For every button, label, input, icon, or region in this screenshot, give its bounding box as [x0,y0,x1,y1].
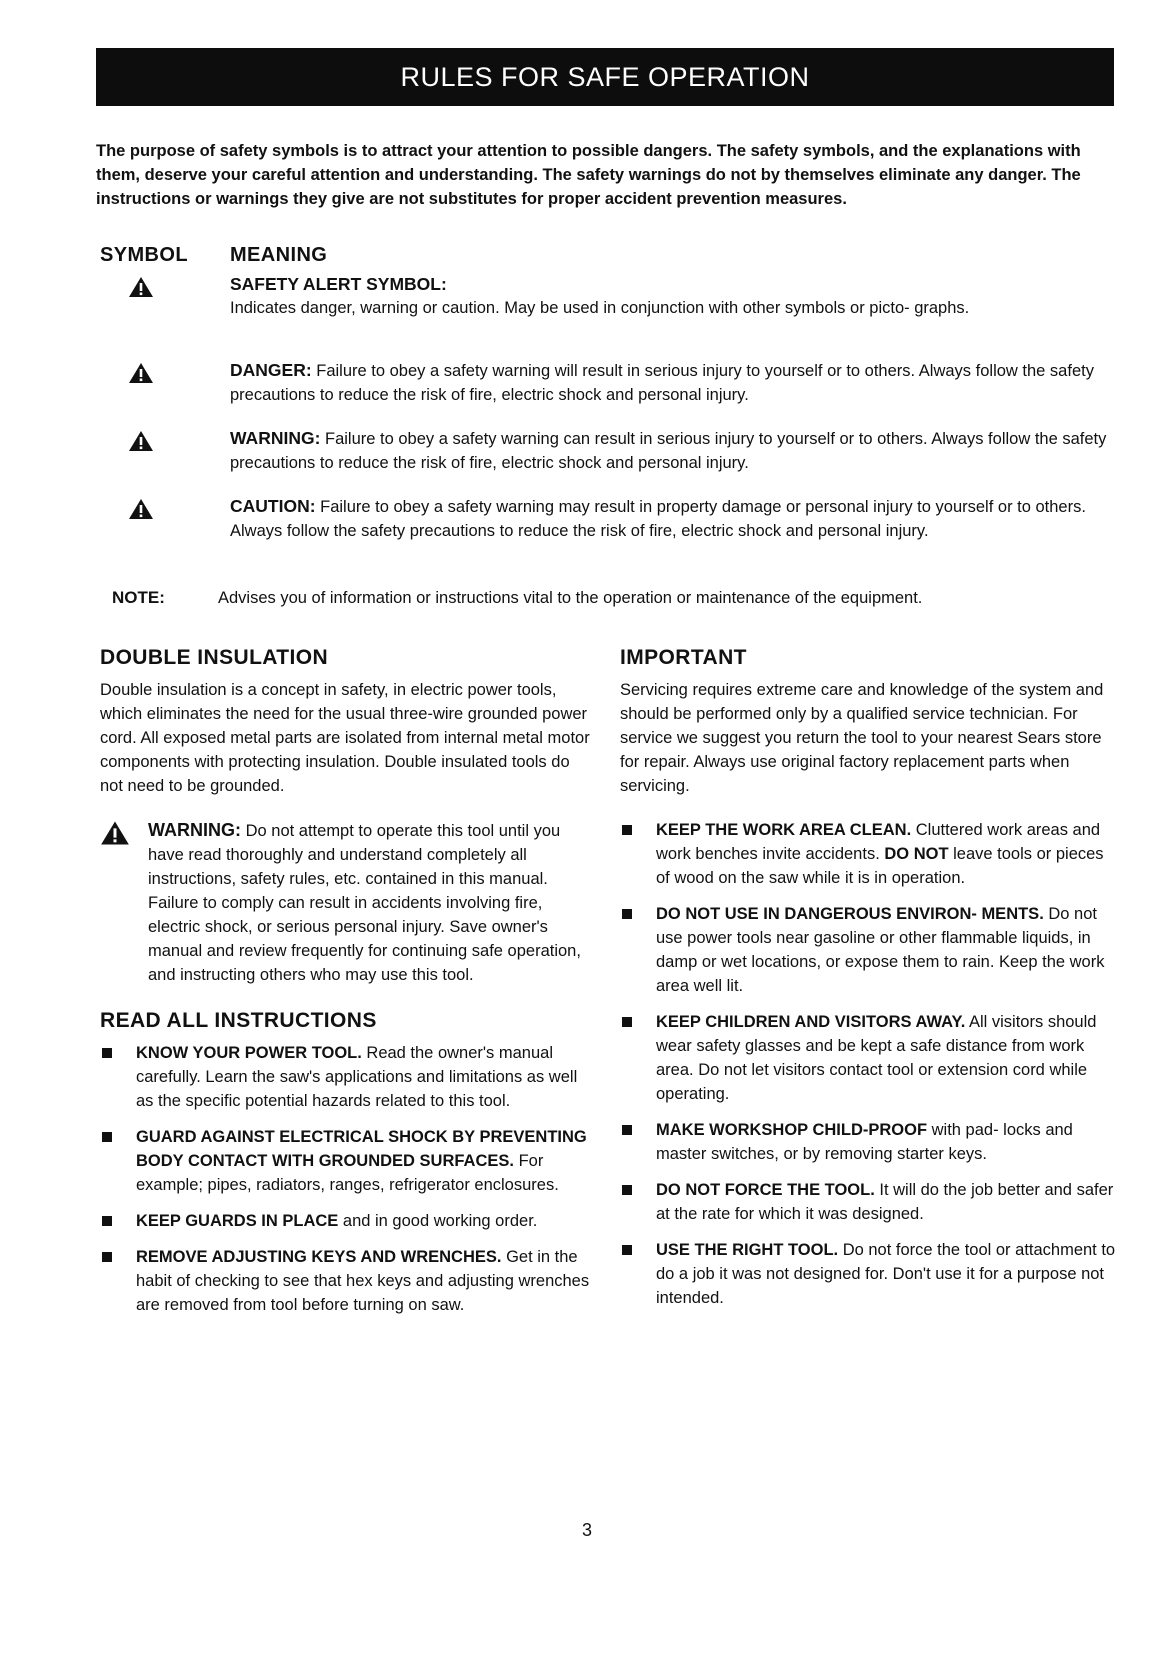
list-item [100,1245,590,1317]
item-bold: MAKE WORKSHOP CHILD-PROOF [656,1121,928,1139]
bullet-square-icon [622,1017,632,1027]
page-number: 3 [581,1520,592,1540]
warning-label: WARNING: [230,428,321,448]
danger-label: DANGER: [230,360,312,380]
item-bold: DO NOT [884,845,949,863]
bullet-square-icon [622,909,632,919]
item-text: Cluttered work areas and work benches invite accidents. [656,821,1101,863]
important-title: IMPORTANT [620,646,747,669]
bullet-square-icon [622,1185,632,1195]
item-text: Do not use power tools near gasoline or other flammable liquids, in damp or wet locations, or expose them to rain. Keep the work area well lit. [656,905,1105,995]
warning-block-text: Do not attempt to operate this tool until you have read thoroughly and understand completely all instructions, safety rules, etc. contained in this manual. Failure to comply can result in accidents involving fire, electric shock, or serious personal injury. Save owner's manual and review frequently for continuing safe operation, and instructing others who may use this tool. [148,822,581,984]
warning-block [100,818,590,987]
item-text: Do not force the tool or attachment to do a job it was not designed for. Don't use it for a purpose not intended. [656,1241,1116,1307]
item-bold: GUARD AGAINST ELECTRICAL SHOCK BY PREVENTING BODY CONTACT WITH GROUNDED SURFACES. [136,1128,587,1170]
item-bold: KEEP THE WORK AREA CLEAN. [656,821,912,839]
item-text: with pad- locks and master switches, or by removing starter keys. [656,1121,1073,1163]
item-text: Read the owner's manual carefully. Learn the saw's applications and limitations as well as the specific potential hazards related to this tool. [136,1044,578,1110]
bullet-square-icon [622,1245,632,1255]
bullet-square-icon [622,1125,632,1135]
right-column [620,646,1120,1322]
caution-text: Failure to obey a safety warning may result in property damage or personal injury to yourself or to others. Always follow the safety precautions to reduce the risk of fire, electric shock and personal injury. [230,498,1086,540]
item-text: Get in the habit of checking to see that hex keys and adjusting wrenches are removed from tool before turning on saw. [136,1248,590,1314]
bullet-square-icon [102,1048,112,1058]
item-bold: KNOW YOUR POWER TOOL. [136,1044,362,1062]
caution-label: CAUTION: [230,496,316,516]
item-bold: DO NOT USE IN DANGEROUS ENVIRON- MENTS. [656,905,1044,923]
item-text: For example; pipes, radiators, ranges, refrigerator enclosures. [136,1152,559,1194]
item-bold: KEEP CHILDREN AND VISITORS AWAY. [656,1013,966,1031]
list-item [620,1178,1120,1226]
page-title: RULES FOR SAFE OPERATION [400,62,810,92]
danger-text: Failure to obey a safety warning will result in serious injury to yourself or to others. Always follow the safety precautions to reduce the risk of fire, electric shock and personal injury. [230,362,1094,404]
item-bold: USE THE RIGHT TOOL. [656,1241,839,1259]
bullet-square-icon [622,825,632,835]
read-all-list [100,1041,590,1317]
warning-triangle-icon [128,430,154,452]
page-title-banner [96,48,1114,106]
list-item [100,1125,590,1197]
left-column [100,646,590,1329]
list-item [620,902,1120,998]
double-insulation-title: DOUBLE INSULATION [100,646,329,669]
item-text: It will do the job better and safer at the rate for which it was designed. [656,1181,1114,1223]
bullet-square-icon [102,1252,112,1262]
intro-paragraph: The purpose of safety symbols is to attract your attention to possible dangers. The safety symbols, and the explanations with them, deserve your careful attention and understanding. The safety warnings do not by themselves eliminate any danger. The instructions or warnings they give are not substitutes for proper accident prevention measures. [96,141,1081,208]
alert-text: Indicates danger, warning or caution. May be used in conjunction with other symbols or picto- graphs. [230,299,970,317]
meaning-column-header: MEANING [230,244,328,266]
warning-triangle-icon [128,276,154,298]
note-label: NOTE: [112,588,165,607]
list-item [620,1118,1120,1166]
important-list [620,818,1120,1310]
warning-block-label: WARNING: [148,820,241,840]
warning-triangle-icon [100,820,130,846]
symbol-column-header: SYMBOL [100,244,188,266]
warning-text: Failure to obey a safety warning can result in serious injury to yourself or to others. Always follow the safety precautions to reduce the risk of fire, electric shock and personal injury. [230,430,1107,472]
item-text: and in good working order. [338,1212,538,1230]
item-text: All visitors should wear safety glasses and be kept a safe distance from work area. Do not let visitors contact tool or extension cord while operating. [656,1013,1097,1103]
list-item [620,1010,1120,1106]
bullet-square-icon [102,1132,112,1142]
list-item [100,1209,590,1233]
read-all-title: READ ALL INSTRUCTIONS [100,1009,377,1032]
warning-triangle-icon [128,498,154,520]
item-bold: KEEP GUARDS IN PLACE [136,1212,339,1230]
alert-label: SAFETY ALERT SYMBOL: [230,274,447,294]
list-item [620,1238,1120,1310]
symbol-table-header [100,244,328,267]
important-text: Servicing requires extreme care and knowledge of the system and should be performed only by a qualified service technician. For service we suggest you return the tool to your nearest Sears store for repair. Always use original factory replacement parts when servicing. [620,681,1104,795]
item-bold: REMOVE ADJUSTING KEYS AND WRENCHES. [136,1248,502,1266]
list-item [620,818,1120,890]
list-item [100,1041,590,1113]
warning-triangle-icon [128,362,154,384]
double-insulation-text: Double insulation is a concept in safety, in electric power tools, which eliminates the need for the usual three-wire grounded power cord. All exposed metal parts are isolated from internal metal motor components with protecting insulation. Double insulated tools do not need to be grounded. [100,681,590,795]
bullet-square-icon [102,1216,112,1226]
note-text: Advises you of information or instructions vital to the operation or maintenance of the equipment. [218,589,923,607]
item-bold: DO NOT FORCE THE TOOL. [656,1181,875,1199]
item-text: leave tools or pieces of wood on the saw while it is in operation. [656,845,1104,887]
